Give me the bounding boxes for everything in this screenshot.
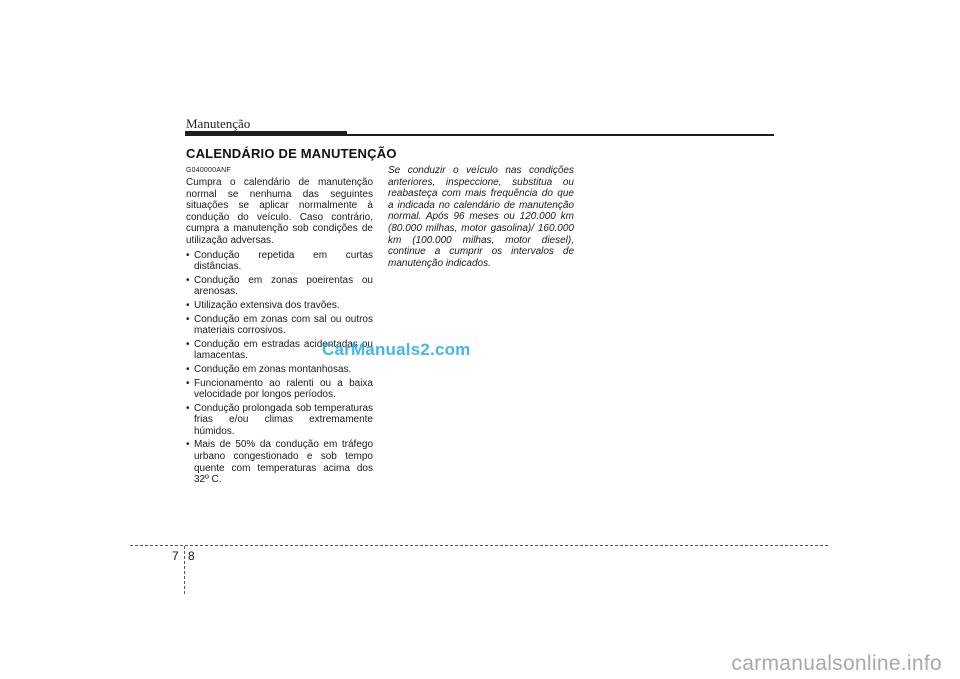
header-title: Manutenção (186, 116, 251, 131)
list-item: • Mais de 50% da condução em tráfego urbano congestionado e sob tempo quente com temperaturas acima dos 32º C. (186, 439, 373, 485)
section-title: CALENDÁRIO DE MANUTENÇÃO (186, 146, 397, 161)
list-item: • Funcionamento ao ralenti ou a baixa velocidade por longos períodos. (186, 378, 373, 401)
list-item: • Condução em zonas com sal ou outros materiais corrosivos. (186, 314, 373, 337)
header-bar-thick (185, 131, 347, 136)
left-column (186, 165, 373, 488)
intro-paragraph: Cumpra o calendário de manutenção normal se nenhuma das seguintes situações se aplicar normalmente à condução do veículo. Caso contrário, cumpra a manutenção sob condições de utilização adversas. (186, 177, 373, 246)
footer-site-text: carmanualsonline.info (731, 652, 942, 675)
header-rule (347, 134, 774, 136)
section-code: G040000ANF (186, 167, 231, 174)
footer-dashed-rule (130, 545, 828, 546)
list-item: • Condução em zonas montanhosas. (186, 364, 373, 376)
conditions-list (186, 250, 373, 486)
watermark: CarManuals2.com (322, 340, 471, 359)
list-item: • Condução em estradas acidentadas ou lamacentas. (186, 339, 373, 362)
page-chapter: 7 (172, 549, 179, 563)
list-item: • Condução em zonas poeirentas ou arenosas. (186, 275, 373, 298)
page-number: 8 (188, 549, 195, 563)
footer-dashed-divider (184, 546, 185, 594)
list-item: • Utilização extensiva dos travões. (186, 300, 373, 312)
list-item: • Condução prolongada sob temperaturas frias e/ou climas extremamente húmidos. (186, 403, 373, 438)
list-item: • Condução repetida em curtas distâncias. (186, 250, 373, 273)
note-paragraph: Se conduzir o veículo nas condições anteriores, inspeccione, substitua ou reabasteça com mais frequência do que a indicada no calendário de manutenção normal. Após 96 meses ou 120.000 km (80.000 milhas, motor gasolina)/ 160.000 km (100.000 milhas, motor diesel), continue a cumprir os intervalos de manutenção indicados. (388, 165, 574, 269)
